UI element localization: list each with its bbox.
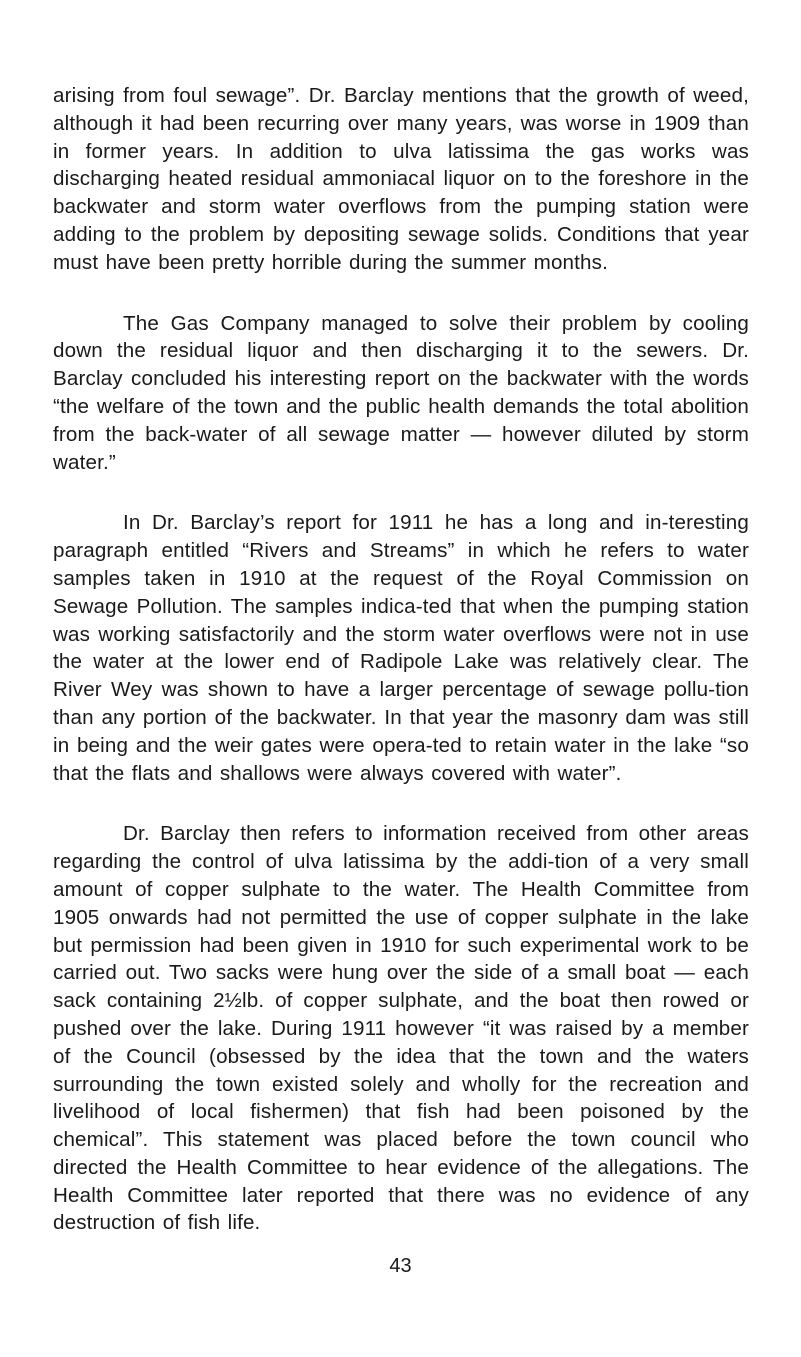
paragraph-3: In Dr. Barclay’s report for 1911 he has a long and in-teresting paragraph entitled “Rivers and Streams” in which he refers to water samples taken in 1910 at the request of the Royal Commission on Sewage Pollution. The samples indica-ted that when the pumping station was working satisfactorily and the storm water overflows were not in use the water at the lower end of Radipole Lake was relatively clear. The River Wey was shown to have a larger percentage of sewage pollu-tion than any portion of the backwater. In that year the masonry dam was still in being and the weir gates were opera-ted to retain water in the lake “so that the flats and shallows were always covered with water”.: [53, 511, 749, 785]
paragraph-1: arising from foul sewage”. Dr. Barclay mentions that the growth of weed, although it had been recurring over many years, was worse in 1909 than in former years. In addition to ulva latissima the gas works was discharging heated residual ammoniacal liquor on to the foreshore in the backwater and storm water overflows from the pumping station were adding to the problem by depositing sewage solids. Conditions that year must have been pretty horrible during the summer months.: [53, 84, 749, 274]
paragraph-2: The Gas Company managed to solve their problem by cooling down the residual liquor and then discharging it to the sewers. Dr. Barclay concluded his interesting report on the backwater with the words “the welfare of the town and the public health demands the total abolition from the back-water of all sewage matter — however diluted by storm water.”: [53, 311, 749, 474]
document-page: [53, 82, 749, 1270]
page-number: 43: [389, 1255, 412, 1277]
paragraph-4: Dr. Barclay then refers to information received from other areas regarding the control of ulva latissima by the addi-tion of a very small amount of copper sulphate to the water. The Health Committee from 1905 onwards had not permitted the use of copper sulphate in the lake but permission had been given in 1910 for such experimental work to be carried out. Two sacks were hung over the side of a small boat — each sack containing 2½lb. of copper sulphate, and the boat then rowed or pushed over the lake. During 1911 however “it was raised by a member of the Council (obsessed by the idea that the town and the waters surrounding the town existed solely and wholly for the recreation and livelihood of local fishermen) that fish had been poisoned by the chemical”. This statement was placed before the town council who directed the Health Committee to hear evidence of the allegations. The Health Committee later reported that there was no evidence of any destruction of fish life.: [53, 822, 749, 1235]
